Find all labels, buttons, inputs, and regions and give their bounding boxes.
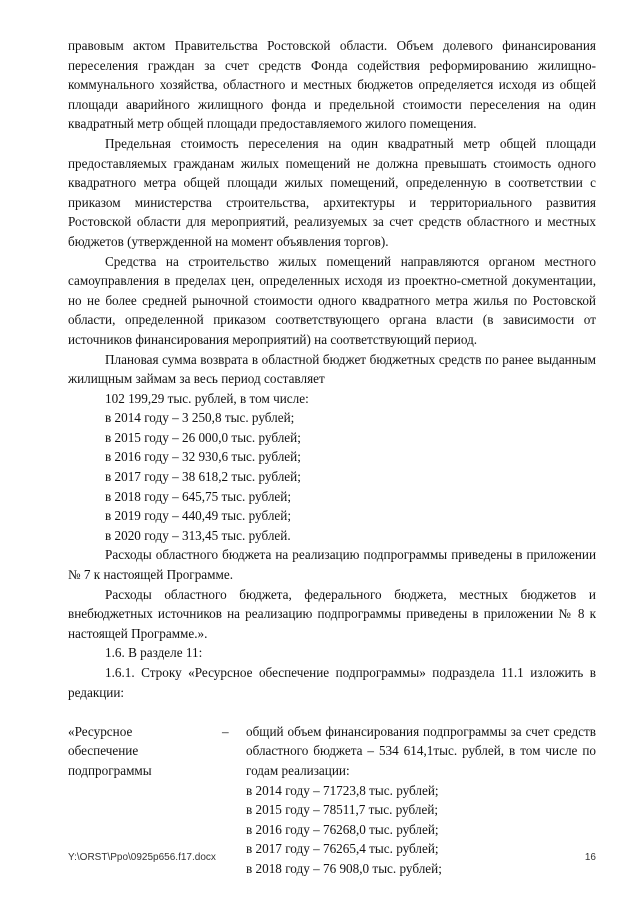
resource-dash: – [222,723,229,739]
resource-year-line: в 2016 году – 76268,0 тыс. рублей; [246,821,439,837]
resource-label-line: обеспечение [68,743,139,759]
page-footer [68,852,596,863]
resource-year-line: в 2015 году – 78511,7 тыс. рублей; [246,802,439,818]
document-page [68,36,596,879]
year-line: в 2018 году – 645,75 тыс. рублей; [105,488,291,504]
section-item-1-6-1: 1.6.1. Строку «Ресурсное обеспечение подпрограммы» подраздела 11.1 изложить в редакции: [68,665,596,700]
resource-label-line: подпрограммы [68,762,152,778]
file-path: Y:\ORST\Ppo\0925p656.f17.docx [68,852,216,863]
year-line: в 2020 году – 313,45 тыс. рублей. [105,527,291,543]
resource-year-line: в 2018 году – 76 908,0 тыс. рублей; [246,860,442,876]
year-line: в 2015 году – 26 000,0 тыс. рублей; [105,429,301,445]
year-line: в 2014 году – 3 250,8 тыс. рублей; [105,410,295,426]
paragraph-appendix-7: Расходы областного бюджета на реализацию подпрограммы приведены в приложении № 7 к настоящей Программе. [68,547,596,583]
resource-year-line: в 2014 году – 71723,8 тыс. рублей; [246,782,439,798]
year-line: в 2019 году – 440,49 тыс. рублей; [105,508,291,524]
paragraph-max-cost: Предельная стоимость переселения на один квадратный метр общей площади предоставляемых гражданам жилых помещений не должна превышать стоимость одного квадратного метра общей площади жилых помещений, определенную в соответствии с приказом министерства строительства, архитектуры и территориального развития Ростовской области для мероприятий, реализуемых за счет средств областного и местных бюджетов (утвержденной на момент объявления торгов). [68,135,596,249]
total-amount: 102 199,29 тыс. рублей, в том числе: [105,390,309,406]
paragraph-construction-funds: Средства на строительство жилых помещений направляются органом местного самоуправления в пределах цен, определенных исходя из проектно-сметной документации, но не более средней рыночной стоимости одного квадратного метра жилья по Ростовской области, определенной приказом соответствующего органа власти (в зависимости от источников финансирования мероприятий) на соответствующий период. [68,253,596,347]
resource-total: общий объем финансирования подпрограммы за счет средств областного бюджета – 534 614,1тыс. рублей, в том числе по годам реализации: [246,723,596,778]
resource-label-line: «Ресурсное [68,723,133,739]
year-line: в 2016 году – 32 930,6 тыс. рублей; [105,449,301,465]
page-number: 16 [584,852,596,863]
paragraph-planned-return: Плановая сумма возврата в областной бюджет бюджетных средств по ранее выданным жилищным займам за весь период составляет [68,351,596,387]
paragraph-appendix-8: Расходы областного бюджета, федерального бюджета, местных бюджетов и внебюджетных источников на реализацию подпрограммы приведены в приложении № 8 к настоящей Программе.». [68,586,596,641]
year-line: в 2017 году – 38 618,2 тыс. рублей; [105,469,301,485]
section-item-1-6: 1.6. В разделе 11: [105,645,203,661]
resource-year-line: в 2017 году – 76265,4 тыс. рублей; [246,841,439,857]
paragraph-legal-act: правовым актом Правительства Ростовской области. Объем долевого финансирования переселения граждан за счет средств Фонда содействия реформированию жилищно-коммунального хозяйства, областного и местных бюджетов определяется исходя из общей площади аварийного жилищного фонда и предельной стоимости переселения на один квадратный метр общей площади предоставляемого жилого помещения. [68,38,596,132]
